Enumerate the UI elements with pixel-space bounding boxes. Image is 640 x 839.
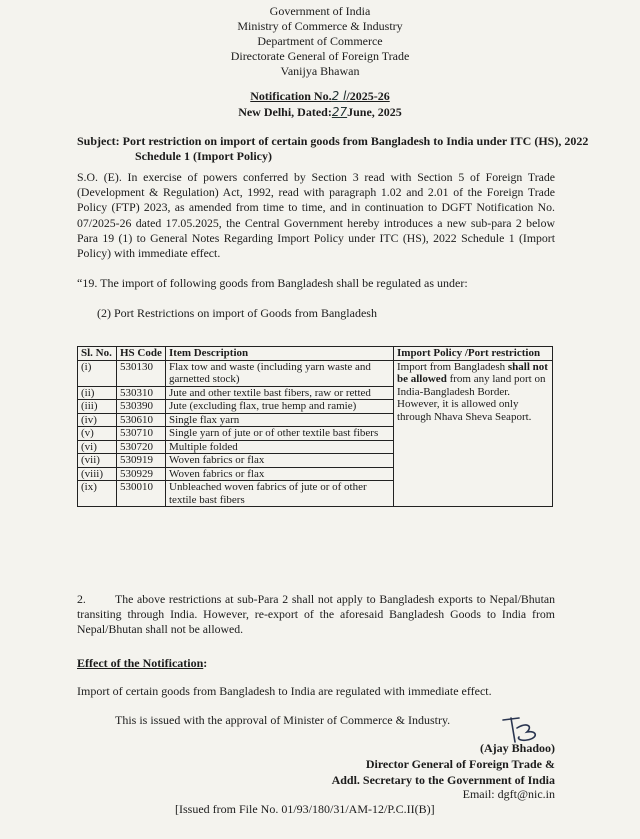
cell-desc: Single flax yarn <box>166 413 394 427</box>
header-hs-code: HS Code <box>117 347 166 361</box>
date-suffix: June, 2025 <box>347 105 402 119</box>
notification-date <box>0 104 640 120</box>
header-directorate: Directorate General of Foreign Trade <box>230 49 410 63</box>
header-department: Department of Commerce <box>257 34 383 48</box>
cell-hs: 530919 <box>117 454 166 468</box>
file-number: [Issued from File No. 01/93/180/31/AM-12/P.C.II(B)] <box>175 802 435 816</box>
subject-line <box>77 134 623 164</box>
signatory-email: Email: dgft@nic.in <box>462 787 555 801</box>
cell-hs: 530010 <box>117 481 166 507</box>
cell-hs: 530720 <box>117 440 166 454</box>
cell-sl: (v) <box>78 427 117 441</box>
cell-desc: Single yarn of jute or of other textile bast fibers <box>166 427 394 441</box>
cell-sl: (viii) <box>78 467 117 481</box>
effect-text: Import of certain goods from Bangladesh to India are regulated with immediate effect. <box>77 684 492 698</box>
header-government: Government of India <box>269 4 371 18</box>
policy-text-1: Import from Bangladesh <box>397 360 508 373</box>
policy-text-3: from any land port on India-Bangladesh Border. However, it is allowed only through Nhava Sheva Seaport. <box>397 373 546 423</box>
paragraph-19: “19. The import of following goods from Bangladesh shall be regulated as under: <box>77 276 468 290</box>
notification-no-prefix: Notification No. <box>250 89 332 103</box>
date-prefix: New Delhi, Dated: <box>238 105 332 119</box>
policy-text-bold: shall not be allowed <box>397 360 548 385</box>
effect-heading <box>77 656 207 671</box>
header-bhawan: Vanijya Bhawan <box>280 64 360 78</box>
cell-sl: (i) <box>78 360 117 386</box>
header-import-policy: Import Policy /Port restriction <box>394 347 553 361</box>
subject-label: Subject: <box>77 134 120 148</box>
cell-desc: Multiple folded <box>166 440 394 454</box>
date-handwritten: 27 <box>331 105 348 119</box>
table-header-row <box>78 347 553 361</box>
cell-desc: Unbleached woven fabrics of jute or of other textile bast fibers <box>166 481 394 507</box>
notification-no-suffix: /2025-26 <box>346 89 390 103</box>
cell-desc: Woven fabrics or flax <box>166 467 394 481</box>
cell-hs: 530929 <box>117 467 166 481</box>
cell-desc: Jute (excluding flax, true hemp and ramie) <box>166 400 394 414</box>
signatory-title-2: Addl. Secretary to the Government of India <box>331 773 555 787</box>
cell-hs: 530130 <box>117 360 166 386</box>
cell-sl: (ii) <box>78 386 117 400</box>
notification-number <box>0 88 640 104</box>
paragraph-2-text: The above restrictions at sub-Para 2 shall not apply to Bangladesh exports to Nepal/Bhutan transiting through India. However, re-export of the aforesaid Bangladesh Goods to India from Nepal/Bhutan shall not be allowed. <box>77 592 555 637</box>
table-row <box>78 360 553 386</box>
cell-desc: Jute and other textile bast fibers, raw or retted <box>166 386 394 400</box>
cell-sl: (vi) <box>78 440 117 454</box>
header-ministry: Ministry of Commerce & Industry <box>237 19 403 33</box>
header-sl-no: Sl. No. <box>78 347 117 361</box>
cell-sl: (iii) <box>78 400 117 414</box>
effect-heading-colon: : <box>203 656 208 670</box>
cell-hs: 530710 <box>117 427 166 441</box>
header-item-description: Item Description <box>166 347 394 361</box>
cell-hs: 530610 <box>117 413 166 427</box>
cell-import-policy <box>394 360 553 507</box>
cell-hs: 530310 <box>117 386 166 400</box>
paragraph-sub-2: (2) Port Restrictions on import of Goods from Bangladesh <box>97 306 377 320</box>
cell-sl: (vii) <box>78 454 117 468</box>
restrictions-table <box>77 346 553 507</box>
cell-hs: 530390 <box>117 400 166 414</box>
signatory-name: (Ajay Bhadoo) <box>479 741 555 755</box>
signatory-title-1: Director General of Foreign Trade & <box>365 757 555 771</box>
subject-text: Port restriction on import of certain goods from Bangladesh to India under ITC (HS), 2022 Schedule 1 (Import Policy) <box>122 134 589 163</box>
cell-desc: Flax tow and waste (including yarn waste and garnetted stock) <box>166 360 394 386</box>
notification-no-handwritten: 2 l <box>331 89 347 103</box>
paragraph-2 <box>77 592 555 638</box>
effect-heading-text: Effect of the Notification <box>77 656 204 670</box>
cell-sl: (iv) <box>78 413 117 427</box>
paragraph-so: S.O. (E). In exercise of powers conferred by Section 3 read with Section 5 of Foreign Trade (Development & Regulation) Act, 1992, read with paragraph 1.02 and 2.01 of the Foreign Trade Policy (FTP) 2023, as amended from time to time, and in continuation to DGFT Notification No. 07/2025-26 dated 17.05.2025, the Central Government hereby introduces a new sub-para 2 below Para 19 (1) to General Notes Regarding Import Policy under ITC (HS), 2022 Schedule 1 (Import Policy) with immediate effect. <box>77 170 555 261</box>
cell-sl: (ix) <box>78 481 117 507</box>
approval-text: This is issued with the approval of Minister of Commerce & Industry. <box>115 713 451 727</box>
cell-desc: Woven fabrics or flax <box>166 454 394 468</box>
paragraph-2-number: 2. <box>77 592 86 606</box>
